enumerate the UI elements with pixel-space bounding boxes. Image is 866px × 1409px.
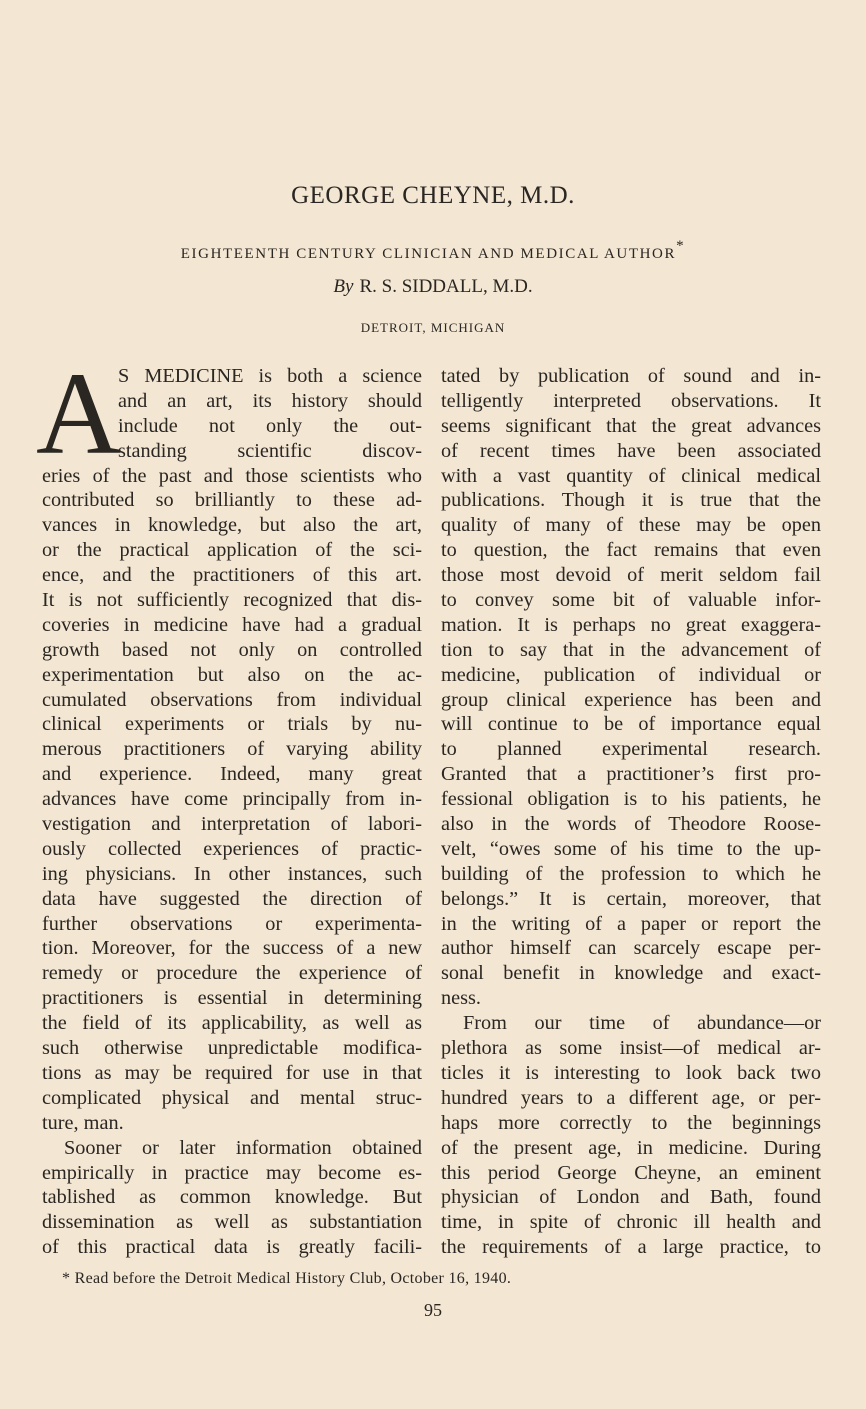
text-line: Granted that a practitioner’s first pro- [441,763,821,786]
text-line: remedy or procedure the experience of [42,962,422,985]
text-line: ing physicians. In other instances, such [42,862,422,885]
text-line: of recent times have been associated [441,439,821,462]
text-line: clinical experiments or trials by nu- [42,713,422,736]
text-line: publications. Though it is true that the [441,489,821,512]
text-line: complicated physical and mental struc- [42,1086,422,1109]
text-line: such otherwise unpredictable modifica- [42,1037,422,1060]
text-line: tion. Moreover, for the success of a new [42,937,422,960]
text-line: further observations or experimenta- [42,912,422,935]
text-line: tion to say that in the advancement of [441,638,821,661]
left-column [36,348,422,1260]
right-column [441,364,821,1260]
text-line: also in the words of Theodore Roose- [441,813,821,836]
text-line: ously collected experiences of practic- [42,837,422,860]
text-line: fessional obligation is to his patients, he [441,788,821,811]
footnote-marker: * [676,238,686,254]
text-line: physician of London and Bath, found [441,1186,821,1209]
text-line: experimentation but also on the ac- [42,663,422,686]
text-line: the requirements of a large practice, to [441,1236,821,1259]
text-line: merous practitioners of varying ability [42,738,422,761]
text-line: eries of the past and those scientists who [42,464,422,487]
page-number: 95 [424,1300,442,1320]
author-name: R. S. SIDDALL, M.D. [359,276,533,297]
text-line: standing scientific discov- [118,439,422,462]
text-line: haps more correctly to the beginnings [441,1111,821,1134]
text-line: and experience. Indeed, many great [42,763,422,786]
text-line: It is not sufficiently recognized that dis- [42,589,422,612]
text-line: this period George Cheyne, an eminent [441,1161,821,1184]
text-line: to convey some bit of valuable infor- [441,589,821,612]
text-line: vances in knowledge, but also the art, [42,514,422,537]
text-line: mation. It is perhaps no great exaggera- [441,613,821,636]
text-line: tated by publication of sound and in- [441,365,821,387]
footnote: * Read before the Detroit Medical History Club, October 16, 1940. [62,1270,512,1287]
text-line: ence, and the practitioners of this art. [42,564,422,587]
text-line: in the writing of a paper or report the [441,912,821,935]
text-line: ness. [441,987,481,1010]
text-line: vestigation and interpretation of labori- [42,813,422,836]
text-line: plethora as some insist—of medical ar- [441,1037,821,1060]
text-line: building of the profession to which he [441,862,821,885]
text-line: group clinical experience has been and [441,688,821,711]
text-line: of this practical data is greatly facili- [42,1236,422,1259]
text-line: the field of its applicability, as well as [42,1012,422,1035]
drop-cap: A [36,348,122,479]
text-line: practitioners is essential in determining [42,987,422,1010]
text-line: Sooner or later information obtained [64,1136,422,1159]
text-line: empirically in practice may become es- [42,1161,422,1184]
text-line: belongs.” It is certain, moreover, that [441,887,821,910]
text-line: ticles it is interesting to look back two [441,1061,821,1084]
text-line: or the practical application of the sci- [42,539,422,562]
text-line: coveries in medicine have had a gradual [42,613,422,636]
byline-prefix: By [333,276,354,297]
text-line: author himself can scarcely escape per- [441,937,821,960]
text-line: dissemination as well as substantiation [42,1211,422,1234]
subtitle-text: EIGHTEENTH CENTURY CLINICIAN AND MEDICAL AUTHOR [180,246,677,262]
text-line: hundred years to a different age, or per- [441,1086,821,1109]
text-line: tablished as common knowledge. But [42,1186,422,1209]
article-subtitle [0,240,866,263]
byline [0,276,866,298]
text-line: will continue to be of importance equal [441,713,821,736]
text-line: growth based not only on controlled [42,638,422,661]
text-line: those most devoid of merit seldom fail [441,564,821,587]
text-line: S MEDICINE is both a science [118,365,422,387]
text-line: tions as may be required for use in that [42,1061,422,1084]
text-line: telligently interpreted observations. It [441,389,821,412]
text-line: quality of many of these may be open [441,514,821,537]
text-line: with a vast quantity of clinical medical [441,464,821,487]
text-line: advances have come principally from in- [42,788,422,811]
text-line: cumulated observations from individual [42,688,422,711]
text-line: contributed so brilliantly to these ad- [42,489,422,512]
text-line: time, in spite of chronic ill health and [441,1211,821,1234]
author-location: DETROIT, MICHIGAN [360,320,506,335]
text-line: ture, man. [42,1111,124,1134]
text-line: and an art, its history should [118,389,422,412]
text-line: medicine, publication of individual or [441,663,821,686]
text-line: to question, the fact remains that even [441,539,821,562]
article-title: GEORGE CHEYNE, M.D. [291,182,575,209]
text-line: seems significant that the great advances [441,414,821,437]
text-line: of the present age, in medicine. During [441,1136,821,1159]
text-line: data have suggested the direction of [42,887,422,910]
text-line: From our time of abundance—or [463,1012,821,1035]
text-line: sonal benefit in knowledge and exact- [441,962,821,985]
text-line: to planned experimental research. [441,738,821,761]
text-line: include not only the out- [118,414,422,437]
text-line: velt, “owes some of his time to the up- [441,837,821,860]
